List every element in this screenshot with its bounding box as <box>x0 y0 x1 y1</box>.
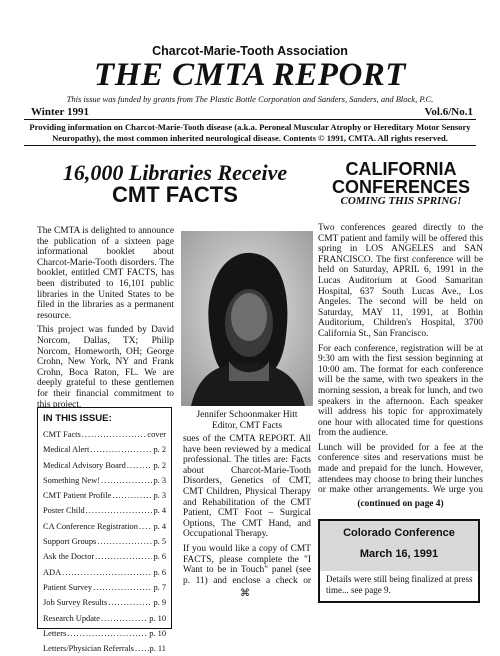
photo-caption-role: Editor, CMT Facts <box>211 421 283 431</box>
toc-item-label: Medical Advisory Board <box>43 460 126 470</box>
toc-item-page: p. 2 <box>153 460 166 470</box>
newsletter-title: THE CMTA REPORT <box>94 57 406 93</box>
toc-item <box>43 503 166 518</box>
toc-item-page: p. 2 <box>153 445 166 455</box>
toc-item <box>43 442 166 457</box>
toc-item <box>43 519 166 534</box>
toc-item <box>43 595 166 610</box>
conferences-article-body <box>318 223 483 495</box>
toc-item-label: Ask the Doctor <box>43 552 95 562</box>
toc-item-page: p. 10 <box>149 628 166 638</box>
toc-item <box>43 565 166 580</box>
toc-item-page: p. 7 <box>153 582 166 592</box>
toc-leader-dots <box>90 442 152 457</box>
libraries-article-body <box>37 226 174 408</box>
toc-leader-dots <box>82 427 147 442</box>
photo-caption-name: Jennifer Schoonmaker Hitt <box>196 410 298 420</box>
association-name: Charcot-Marie-Tooth Association <box>152 44 348 58</box>
toc-item-label: CMT Patient Profile <box>43 491 112 501</box>
colorado-note: Details were still being finalized at press time... see page 9. <box>326 574 473 595</box>
toc-item-label: Letters <box>43 628 67 638</box>
toc-item-label: Job Survey Results <box>43 598 108 608</box>
toc-item <box>43 641 166 656</box>
toc-item-label: Research Update <box>43 613 100 623</box>
in-this-issue-box <box>37 407 172 654</box>
toc-leader-dots <box>127 458 153 473</box>
toc-leader-dots <box>67 626 148 641</box>
paragraph: This project was funded by David Norcom, Dallas, TX; Philip Norcom, Homeworth, OH; George Crohn, New York, NY and Frank Crohn, Boca Raton, FL. We are deeply grateful to these gentlemen for their financial commitment to this project. <box>37 325 174 408</box>
toc-leader-dots <box>101 611 148 626</box>
toc-item <box>43 626 166 641</box>
paragraph: If you would like a copy of CMT FACTS, please complete the "I Want to be in Touch" panel (see p. 11) and enclose a check or <box>183 543 311 586</box>
libraries-headline: 16,000 Libraries Receive <box>62 160 288 185</box>
toc-item-page: p. 5 <box>153 537 166 547</box>
in-this-issue-heading: IN THIS ISSUE: <box>43 413 112 424</box>
paragraph: Two conferences geared directly to the CMT patient and family will be offered this spring in LOS ANGELES and SAN FRANCISCO. The first conference will be held on Saturday, APRIL 6, 1991 in the Lucas Auditorium at Good Samaritan Hospital, 637 South Lucas Ave., Los Angeles. The second will be held on Saturday, MAY 11, 1991, at Bothin Auditorium, Children's Hospital, 3700 California St., San Francisco. <box>318 223 483 339</box>
funding-credit: This issue was funded by grants from The Plastic Bottle Corporation and Sanders, Sanders, and Block, P.C. <box>66 94 434 104</box>
toc-item-label: Medical Alert <box>43 445 90 455</box>
toc-leader-dots <box>93 580 152 595</box>
toc-leader-dots <box>62 565 152 580</box>
toc-item-label: Poster Child <box>43 506 85 516</box>
toc-item-page: p. 6 <box>153 567 166 577</box>
portrait-image <box>181 231 313 406</box>
colorado-title: Colorado Conference <box>343 527 455 539</box>
toc-item-page: p. 9 <box>153 598 166 608</box>
paragraph: The CMTA is delighted to announce the publication of a sixteen page informational booklet about Charcot-Marie-Tooth disorders. The booklet, entitled CMT FACTS, has been distributed to 16,101 public libraries in the United States to be filed in the libraries as a permanent resource. <box>37 226 174 321</box>
end-mark-icon: ⌘ <box>240 588 250 599</box>
toc-item-page: p. 11 <box>149 644 166 654</box>
toc-item-label: CA Conference Registration <box>43 521 138 531</box>
toc-leader-dots <box>97 534 152 549</box>
libraries-article-continued <box>183 434 311 586</box>
toc-item-label: Support Groups <box>43 537 97 547</box>
toc-item-page: p. 3 <box>153 475 166 485</box>
toc-item-page: p. 4 <box>153 506 166 516</box>
paragraph: sues of the CMTA REPORT. All have been reviewed by a medical professional. The titles are: Facts about Charcot-Marie-Tooth Disorders, Genetics of CMT, CMT Children, Physical Therapy and Rehabilitation of the CMT Patient, CMT Foot – Surgical Options, The CMT Hand, and Occupational Therapy. <box>183 434 311 540</box>
toc-leader-dots <box>101 473 152 488</box>
toc-item-label: Something New! <box>43 475 100 485</box>
toc-item-label: Letters/Physician Referrals <box>43 644 134 654</box>
paragraph: Lunch will be provided for a fee at the conference sites and reservations must be made and prepaid for the lunch. However, attendees may choose to bring their lunches or make other arrangements. We urge you <box>318 442 483 495</box>
toc-leader-dots <box>135 641 149 656</box>
california-headline: CALIFORNIA CONFERENCES <box>331 159 470 197</box>
editor-photo <box>181 231 313 406</box>
toc-item <box>43 534 166 549</box>
toc-item <box>43 611 166 626</box>
toc-item <box>43 427 166 442</box>
toc-leader-dots <box>139 519 153 534</box>
toc-item <box>43 580 166 595</box>
toc-item <box>43 458 166 473</box>
cmt-facts-subhead: CMT FACTS <box>112 182 238 207</box>
toc-list <box>43 427 166 656</box>
toc-leader-dots <box>95 549 152 564</box>
toc-item-label: Patient Survey <box>43 582 93 592</box>
issue-date: Winter 1991 <box>31 106 89 118</box>
toc-leader-dots <box>86 503 153 518</box>
toc-leader-dots <box>108 595 152 610</box>
volume-number: Vol.6/No.1 <box>424 106 473 118</box>
continued-note: (continued on page 4) <box>357 499 444 509</box>
toc-leader-dots <box>112 488 152 503</box>
toc-item-page: p. 10 <box>149 613 166 623</box>
toc-item <box>43 473 166 488</box>
colorado-date: March 16, 1991 <box>359 548 439 560</box>
toc-item-page: p. 4 <box>153 521 166 531</box>
toc-item-label: CMT Facts <box>43 430 81 439</box>
toc-item <box>43 488 166 503</box>
bottom-rule <box>24 145 476 146</box>
toc-item-page: cover <box>147 430 166 439</box>
toc-item-page: p. 3 <box>153 491 166 501</box>
coming-spring-subhead: COMING THIS SPRING! <box>340 195 462 207</box>
mission-banner: Providing information on Charcot-Marie-Tooth disease (a.k.a. Peroneal Muscular Atrophy or Hereditary Motor Sensory Neuropathy), the most common inherited neurological disease. Contents © 1991, CMTA. All rights reserved. <box>29 122 471 143</box>
toc-item-page: p. 6 <box>153 552 166 562</box>
paragraph: For each conference, registration will be at 9:30 am with the first session beginning at 10:00 am. The format for each conference will be the same, with two speakers in the morning session, a break for lunch, and two speakers in the afternoon. Each speaker will address his topic for approximately one hour with allocated time for questions from the audience. <box>318 343 483 439</box>
toc-item-label: ADA <box>43 567 62 577</box>
top-rule <box>24 119 476 120</box>
toc-item <box>43 549 166 564</box>
